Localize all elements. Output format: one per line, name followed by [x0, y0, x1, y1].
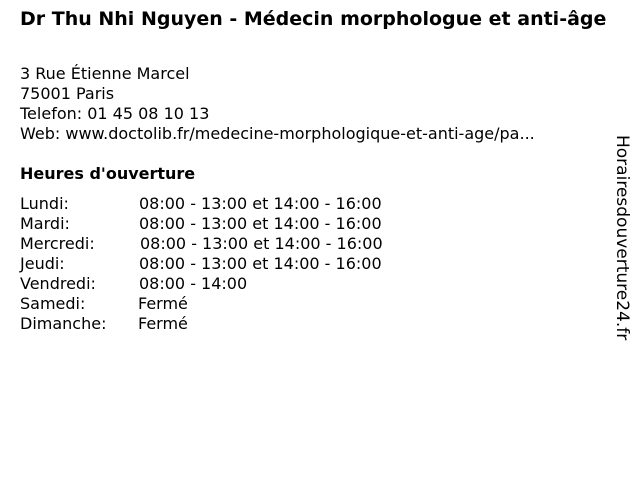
day-label: Mardi:	[20, 214, 70, 233]
day-label: Vendredi:	[20, 274, 96, 293]
business-name: Dr Thu Nhi Nguyen - Médecin morphologue et anti-âge	[20, 8, 607, 30]
street-address: 3 Rue Étienne Marcel	[20, 64, 190, 83]
day-hours: 08:00 - 13:00 et 14:00 - 16:00	[140, 234, 383, 253]
day-label: Jeudi:	[20, 254, 65, 273]
city: 75001 Paris	[20, 84, 115, 103]
day-hours: 08:00 - 13:00 et 14:00 - 16:00	[139, 194, 382, 213]
day-hours: 08:00 - 13:00 et 14:00 - 16:00	[139, 214, 382, 233]
day-label: Dimanche:	[20, 314, 107, 333]
hours-heading: Heures d'ouverture	[20, 164, 196, 183]
site-watermark: Horairesdouverture24.fr	[612, 135, 632, 341]
day-label: Samedi:	[20, 294, 86, 313]
day-label: Lundi:	[20, 194, 69, 213]
day-hours: 08:00 - 13:00 et 14:00 - 16:00	[139, 254, 382, 273]
address-block	[20, 64, 535, 144]
website-link[interactable]: Web: www.doctolib.fr/medecine-morphologique-et-anti-age/pa...	[20, 124, 535, 143]
day-hours: Fermé	[138, 314, 188, 333]
day-hours: Fermé	[138, 294, 188, 313]
day-hours: 08:00 - 14:00	[139, 274, 248, 293]
day-label: Mercredi:	[20, 234, 95, 253]
phone-number: Telefon: 01 45 08 10 13	[20, 104, 210, 123]
